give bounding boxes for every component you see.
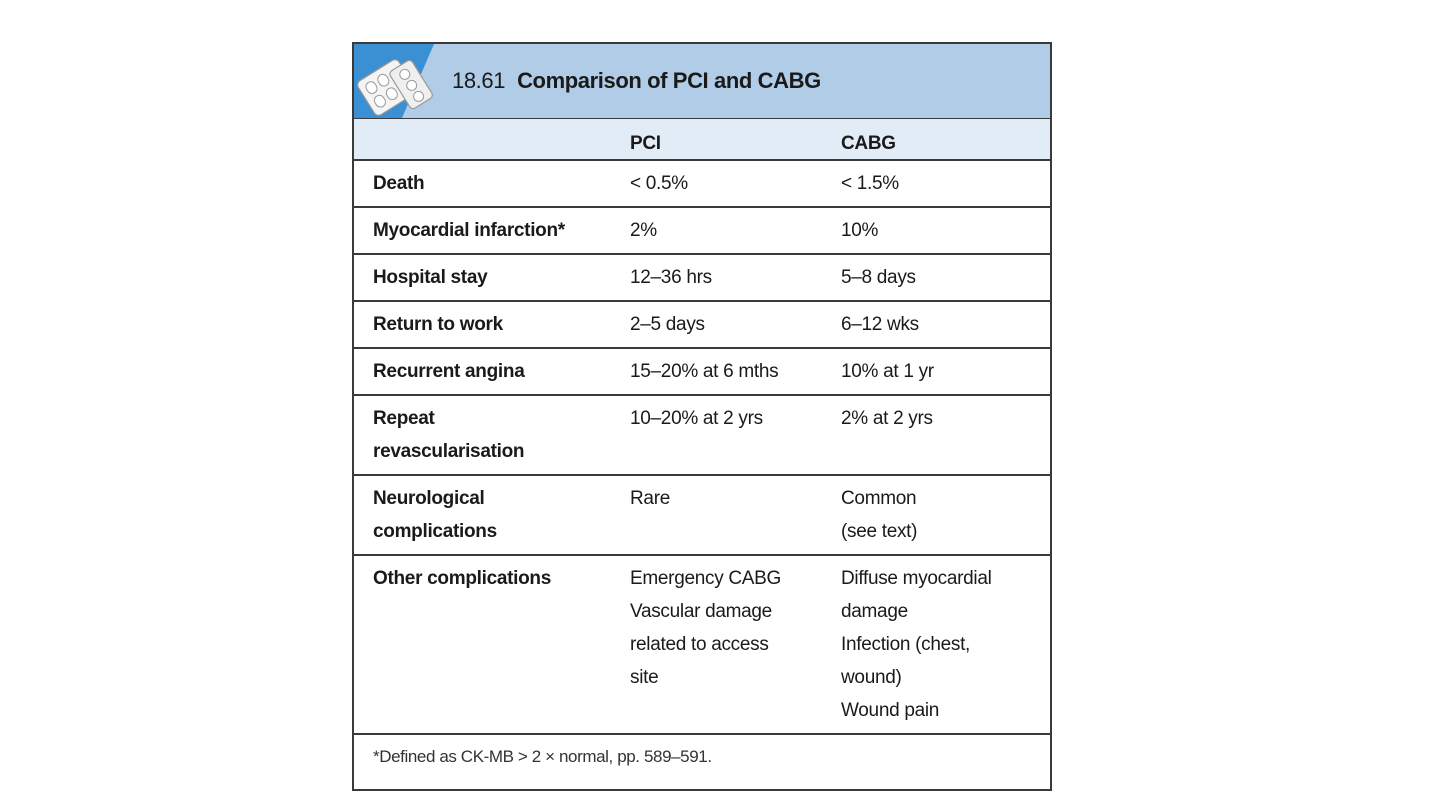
table-footnote: *Defined as CK-MB > 2 × normal, pp. 589–591. xyxy=(373,747,712,766)
table-title-label: Comparison of PCI and CABG xyxy=(517,68,821,93)
table-row xyxy=(354,161,1050,208)
table-row xyxy=(354,349,1050,396)
cabg-value: 10% at 1 yr xyxy=(841,361,934,382)
pci-value: 15–20% at 6 mths xyxy=(630,361,779,382)
table-row xyxy=(354,396,1050,476)
cabg-value: 5–8 days xyxy=(841,267,916,288)
table-row xyxy=(354,255,1050,302)
table-number: 18.61 xyxy=(452,68,506,93)
table-header-row xyxy=(354,119,1050,161)
pci-value: < 0.5% xyxy=(630,173,688,194)
cabg-value: Diffuse myocardial damage Infection (chest, wound) Wound pain xyxy=(841,568,992,721)
table-row xyxy=(354,208,1050,255)
row-label: Hospital stay xyxy=(373,267,488,288)
table-row xyxy=(354,556,1050,735)
cabg-value: 2% at 2 yrs xyxy=(841,408,933,429)
row-label: Neurological complications xyxy=(373,488,497,542)
table-title xyxy=(452,68,821,94)
header-blank xyxy=(354,119,630,159)
pci-value: 10–20% at 2 yrs xyxy=(630,408,763,429)
pci-value: Rare xyxy=(630,488,670,509)
pills-icon xyxy=(354,44,434,118)
comparison-table xyxy=(352,42,1052,791)
row-label: Myocardial infarction* xyxy=(373,220,565,241)
cabg-value: 6–12 wks xyxy=(841,314,919,335)
table-row xyxy=(354,302,1050,349)
header-cabg: CABG xyxy=(841,133,896,154)
pci-value: Emergency CABG Vascular damage related to access site xyxy=(630,568,782,688)
row-label: Recurrent angina xyxy=(373,361,525,382)
header-pci: PCI xyxy=(630,133,661,154)
pci-value: 12–36 hrs xyxy=(630,267,712,288)
row-label: Death xyxy=(373,173,425,194)
pci-value: 2% xyxy=(630,220,657,241)
cabg-value: 10% xyxy=(841,220,879,241)
table-row xyxy=(354,476,1050,556)
table-title-bar xyxy=(354,44,1050,119)
row-label: Return to work xyxy=(373,314,503,335)
row-label: Other complications xyxy=(373,568,552,589)
cabg-value: Common (see text) xyxy=(841,488,918,542)
pci-value: 2–5 days xyxy=(630,314,705,335)
cabg-value: < 1.5% xyxy=(841,173,899,194)
row-label: Repeat revascularisation xyxy=(373,408,525,462)
